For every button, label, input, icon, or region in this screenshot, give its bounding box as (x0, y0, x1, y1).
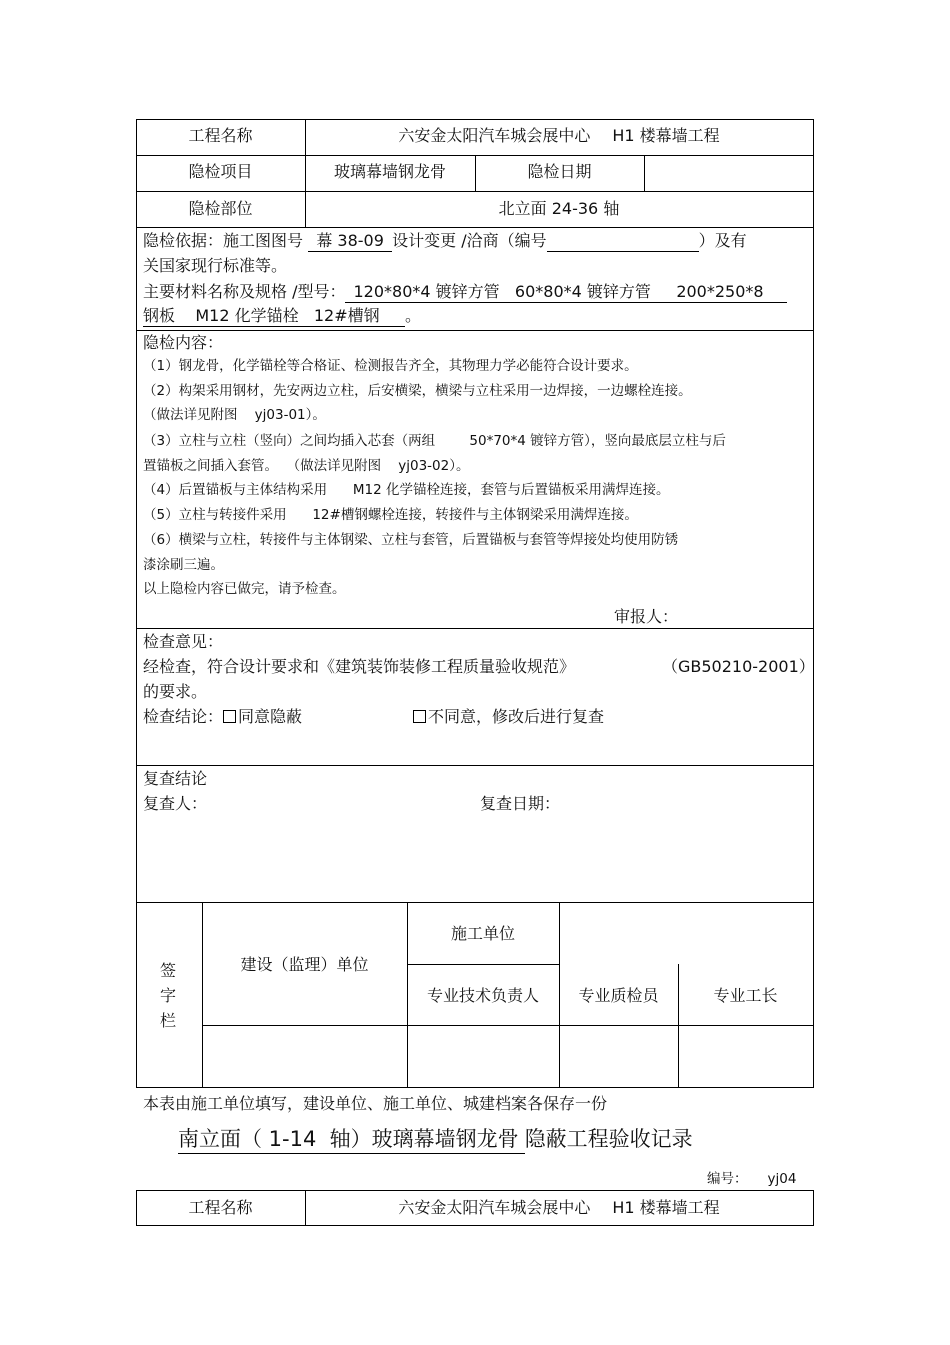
content-line: （3）立柱与立柱（竖向）之间均插入芯套（两组 50*70*4 镀锌方管），竖向最底层立柱与后 (143, 433, 726, 449)
opinion-line-2: 的要求。 (143, 682, 208, 701)
form2-title-part-1: 南立面（ 1-14 轴）玻璃幕墙钢龙骨 (178, 1125, 525, 1154)
disagree-line (413, 707, 604, 727)
form2-number (707, 1170, 796, 1188)
agree-option-label: 同意隐蔽 (238, 707, 303, 726)
sign-column-char: 字 (159, 986, 176, 1005)
rechecker-label: 复查人： (143, 794, 208, 813)
form2-project-name-value (305, 1198, 813, 1218)
content-line: （4）后置锚板与主体结构采用 M12 化学锚栓连接，套管与后置锚板采用满焊连接。 (143, 482, 670, 498)
inspection-date-label: 隐检日期 (527, 162, 592, 181)
rule (136, 1225, 814, 1226)
rule (136, 119, 814, 120)
rule (202, 1025, 814, 1026)
form2-number-label: 编号： (707, 1171, 748, 1187)
content-line: 以上隐检内容已做完，请予检查。 (143, 581, 346, 597)
content-line: 漆涂刷三遍。 (143, 557, 224, 573)
tech-lead-label: 专业技术负责人 (426, 986, 539, 1005)
materials-line-2 (143, 306, 421, 327)
inspection-item-label: 隐检项目 (188, 162, 253, 181)
basis-line-2: 关国家现行标准等。 (143, 256, 288, 275)
basis-middle: 设计变更 /洽商（编号 (392, 231, 547, 250)
footnote: 本表由施工单位填写，建设单位、施工单位、城建档案各保存一份 (143, 1094, 608, 1113)
form2-title-part-2: 隐蔽工程验收记录 (524, 1127, 693, 1151)
content-line: 置锚板之间插入套管。 （做法详见附图 yj03-02）。 (143, 458, 470, 474)
rule (407, 964, 559, 965)
rule (136, 1087, 814, 1088)
basis-drawing-no: 幕 38-09 (308, 231, 392, 252)
construction-unit-label: 施工单位 (450, 924, 515, 943)
materials-prefix: 主要材料名称及规格 /型号： (143, 282, 346, 301)
form2-number-value: yj04 (767, 1171, 797, 1187)
rule (136, 628, 814, 629)
rule (813, 119, 814, 1088)
content-line: （2）构架采用钢材，先安两边立柱，后安横梁，横梁与立柱采用一边焊接，一边螺栓连接。 (143, 383, 692, 399)
conclusion-line (143, 707, 302, 727)
content-line: （6）横梁与立柱，转接件与主体钢梁、立柱与套管，后置锚板与套管等焊接处均使用防锈 (143, 532, 679, 548)
reporter-label: 审报人： (614, 607, 679, 626)
rule (136, 330, 814, 331)
content-line: （1）钢龙骨，化学锚栓等合格证、检测报告齐全，其物理力学必能符合设计要求。 (143, 358, 638, 374)
disagree-checkbox[interactable] (413, 710, 426, 723)
materials-end: 。 (405, 306, 422, 325)
form2-project-name-label: 工程名称 (188, 1198, 253, 1217)
recheck-title: 复查结论 (143, 769, 208, 788)
rule (136, 191, 814, 192)
project-name-part-b: H1 楼幕墙工程 (612, 126, 720, 145)
basis-change-no-blank (547, 234, 699, 252)
rule (202, 902, 203, 1087)
materials-spec-1: 120*80*4 镀锌方管 60*80*4 镀锌方管 200*250*8 (345, 282, 787, 303)
conclusion-label: 检查结论： (143, 707, 224, 726)
rule (644, 155, 645, 191)
rule (136, 765, 814, 766)
basis-prefix: 隐检依据：施工图图号 (143, 231, 304, 250)
content-title: 隐检内容： (143, 333, 224, 352)
sign-column-char: 栏 (159, 1011, 176, 1030)
rule (678, 964, 679, 1087)
inspection-location-value: 北立面 24-36 轴 (498, 199, 620, 218)
content-line: （做法详见附图 yj03-01）。 (143, 407, 326, 423)
sign-column-char: 签 (159, 961, 176, 980)
opinion-title: 检查意见： (143, 632, 224, 651)
owner-unit-label: 建设（监理）单位 (240, 955, 369, 974)
opinion-line-1b: （GB50210-2001） (662, 657, 815, 676)
rule (813, 1190, 814, 1226)
form2-project-part-a: 六安金太阳汽车城会展中心 (398, 1198, 591, 1217)
rule (136, 1190, 814, 1191)
disagree-option-label: 不同意，修改后进行复查 (428, 707, 605, 726)
inspection-item-value: 玻璃幕墙钢龙骨 (333, 162, 446, 181)
opinion-line-1a: 经检查，符合设计要求和《建筑装饰装修工程质量验收规范》 (143, 657, 576, 676)
rule (136, 902, 814, 903)
materials-spec-2: 钢板 M12 化学锚栓 12#槽钢 (143, 306, 405, 327)
form2-project-part-b: H1 楼幕墙工程 (612, 1198, 720, 1217)
inspection-location-label: 隐检部位 (188, 199, 253, 218)
basis-end: ）及有 (698, 231, 747, 250)
rule (136, 227, 814, 228)
foreman-label: 专业工长 (713, 986, 778, 1005)
project-name-part-a: 六安金太阳汽车城会展中心 (398, 126, 591, 145)
quality-inspector-label: 专业质检员 (578, 986, 659, 1005)
project-name-label: 工程名称 (188, 126, 253, 145)
content-line: （5）立柱与转接件采用 12#槽钢螺栓连接，转接件与主体钢梁采用满焊连接。 (143, 507, 638, 523)
recheck-date-label: 复查日期： (480, 794, 561, 813)
agree-checkbox[interactable] (223, 710, 236, 723)
rule (136, 119, 137, 1088)
basis-line-1 (143, 231, 747, 252)
form2-title (178, 1125, 693, 1154)
materials-line-1 (143, 282, 787, 303)
project-name-value (305, 126, 813, 146)
